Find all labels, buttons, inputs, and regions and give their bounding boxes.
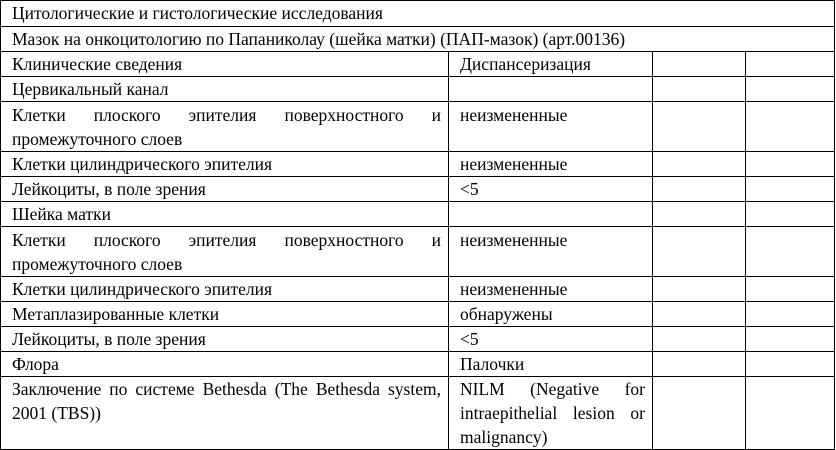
empty-cell — [653, 377, 746, 450]
table-row — [1, 277, 835, 302]
row-value: неизмененные — [449, 227, 653, 277]
empty-cell — [653, 102, 746, 152]
table-row — [1, 52, 835, 77]
row-value: <5 — [449, 327, 653, 352]
section-title-row — [1, 1, 835, 27]
row-value: Палочки — [449, 352, 653, 377]
table-row — [1, 352, 835, 377]
empty-cell — [746, 352, 835, 377]
row-value — [449, 202, 653, 227]
empty-cell — [653, 152, 746, 177]
empty-cell — [653, 277, 746, 302]
row-label: Клетки цилиндрического эпителия — [1, 152, 449, 177]
empty-cell — [653, 77, 746, 102]
table-row — [1, 302, 835, 327]
empty-cell — [746, 202, 835, 227]
empty-cell — [653, 302, 746, 327]
row-value: NILM (Negative for intraepithelial lesion or malignancy) — [449, 377, 653, 450]
row-label: Клетки цилиндрического эпителия — [1, 277, 449, 302]
row-value: <5 — [449, 177, 653, 202]
row-label: Флора — [1, 352, 449, 377]
row-value: неизмененные — [449, 102, 653, 152]
row-label: Лейкоциты, в поле зрения — [1, 177, 449, 202]
table-row — [1, 102, 835, 152]
table-row — [1, 177, 835, 202]
empty-cell — [653, 202, 746, 227]
empty-cell — [653, 227, 746, 277]
row-label: Клинические сведения — [1, 52, 449, 77]
test-name-row — [1, 27, 835, 52]
table-row — [1, 152, 835, 177]
table-row — [1, 77, 835, 102]
table-row — [1, 377, 835, 450]
row-label: Заключение по системе Bethesda (The Bethesda system, 2001 (TBS)) — [1, 377, 449, 450]
empty-cell — [746, 152, 835, 177]
row-label: Лейкоциты, в поле зрения — [1, 327, 449, 352]
row-value: Диспансеризация — [449, 52, 653, 77]
empty-cell — [746, 52, 835, 77]
row-value: неизмененные — [449, 152, 653, 177]
table-row — [1, 327, 835, 352]
empty-cell — [653, 327, 746, 352]
row-label: Шейка матки — [1, 202, 449, 227]
row-label: Цервикальный канал — [1, 77, 449, 102]
empty-cell — [746, 302, 835, 327]
empty-cell — [746, 327, 835, 352]
empty-cell — [653, 352, 746, 377]
empty-cell — [746, 77, 835, 102]
table-row — [1, 227, 835, 277]
table-row — [1, 202, 835, 227]
row-label: Клетки плоского эпителия поверхностного и промежуточного слоев — [1, 102, 449, 152]
empty-cell — [746, 377, 835, 450]
empty-cell — [746, 227, 835, 277]
row-label: Клетки плоского эпителия поверхностного и промежуточного слоев — [1, 227, 449, 277]
empty-cell — [746, 102, 835, 152]
empty-cell — [746, 177, 835, 202]
empty-cell — [746, 277, 835, 302]
test-name: Мазок на онкоцитологию по Папаниколау (шейка матки) (ПАП-мазок) (арт.00136) — [1, 27, 835, 52]
row-value — [449, 77, 653, 102]
row-value: неизмененные — [449, 277, 653, 302]
empty-cell — [653, 52, 746, 77]
empty-cell — [653, 177, 746, 202]
row-value: обнаружены — [449, 302, 653, 327]
row-label: Метаплазированные клетки — [1, 302, 449, 327]
section-title: Цитологические и гистологические исследования — [1, 1, 835, 27]
